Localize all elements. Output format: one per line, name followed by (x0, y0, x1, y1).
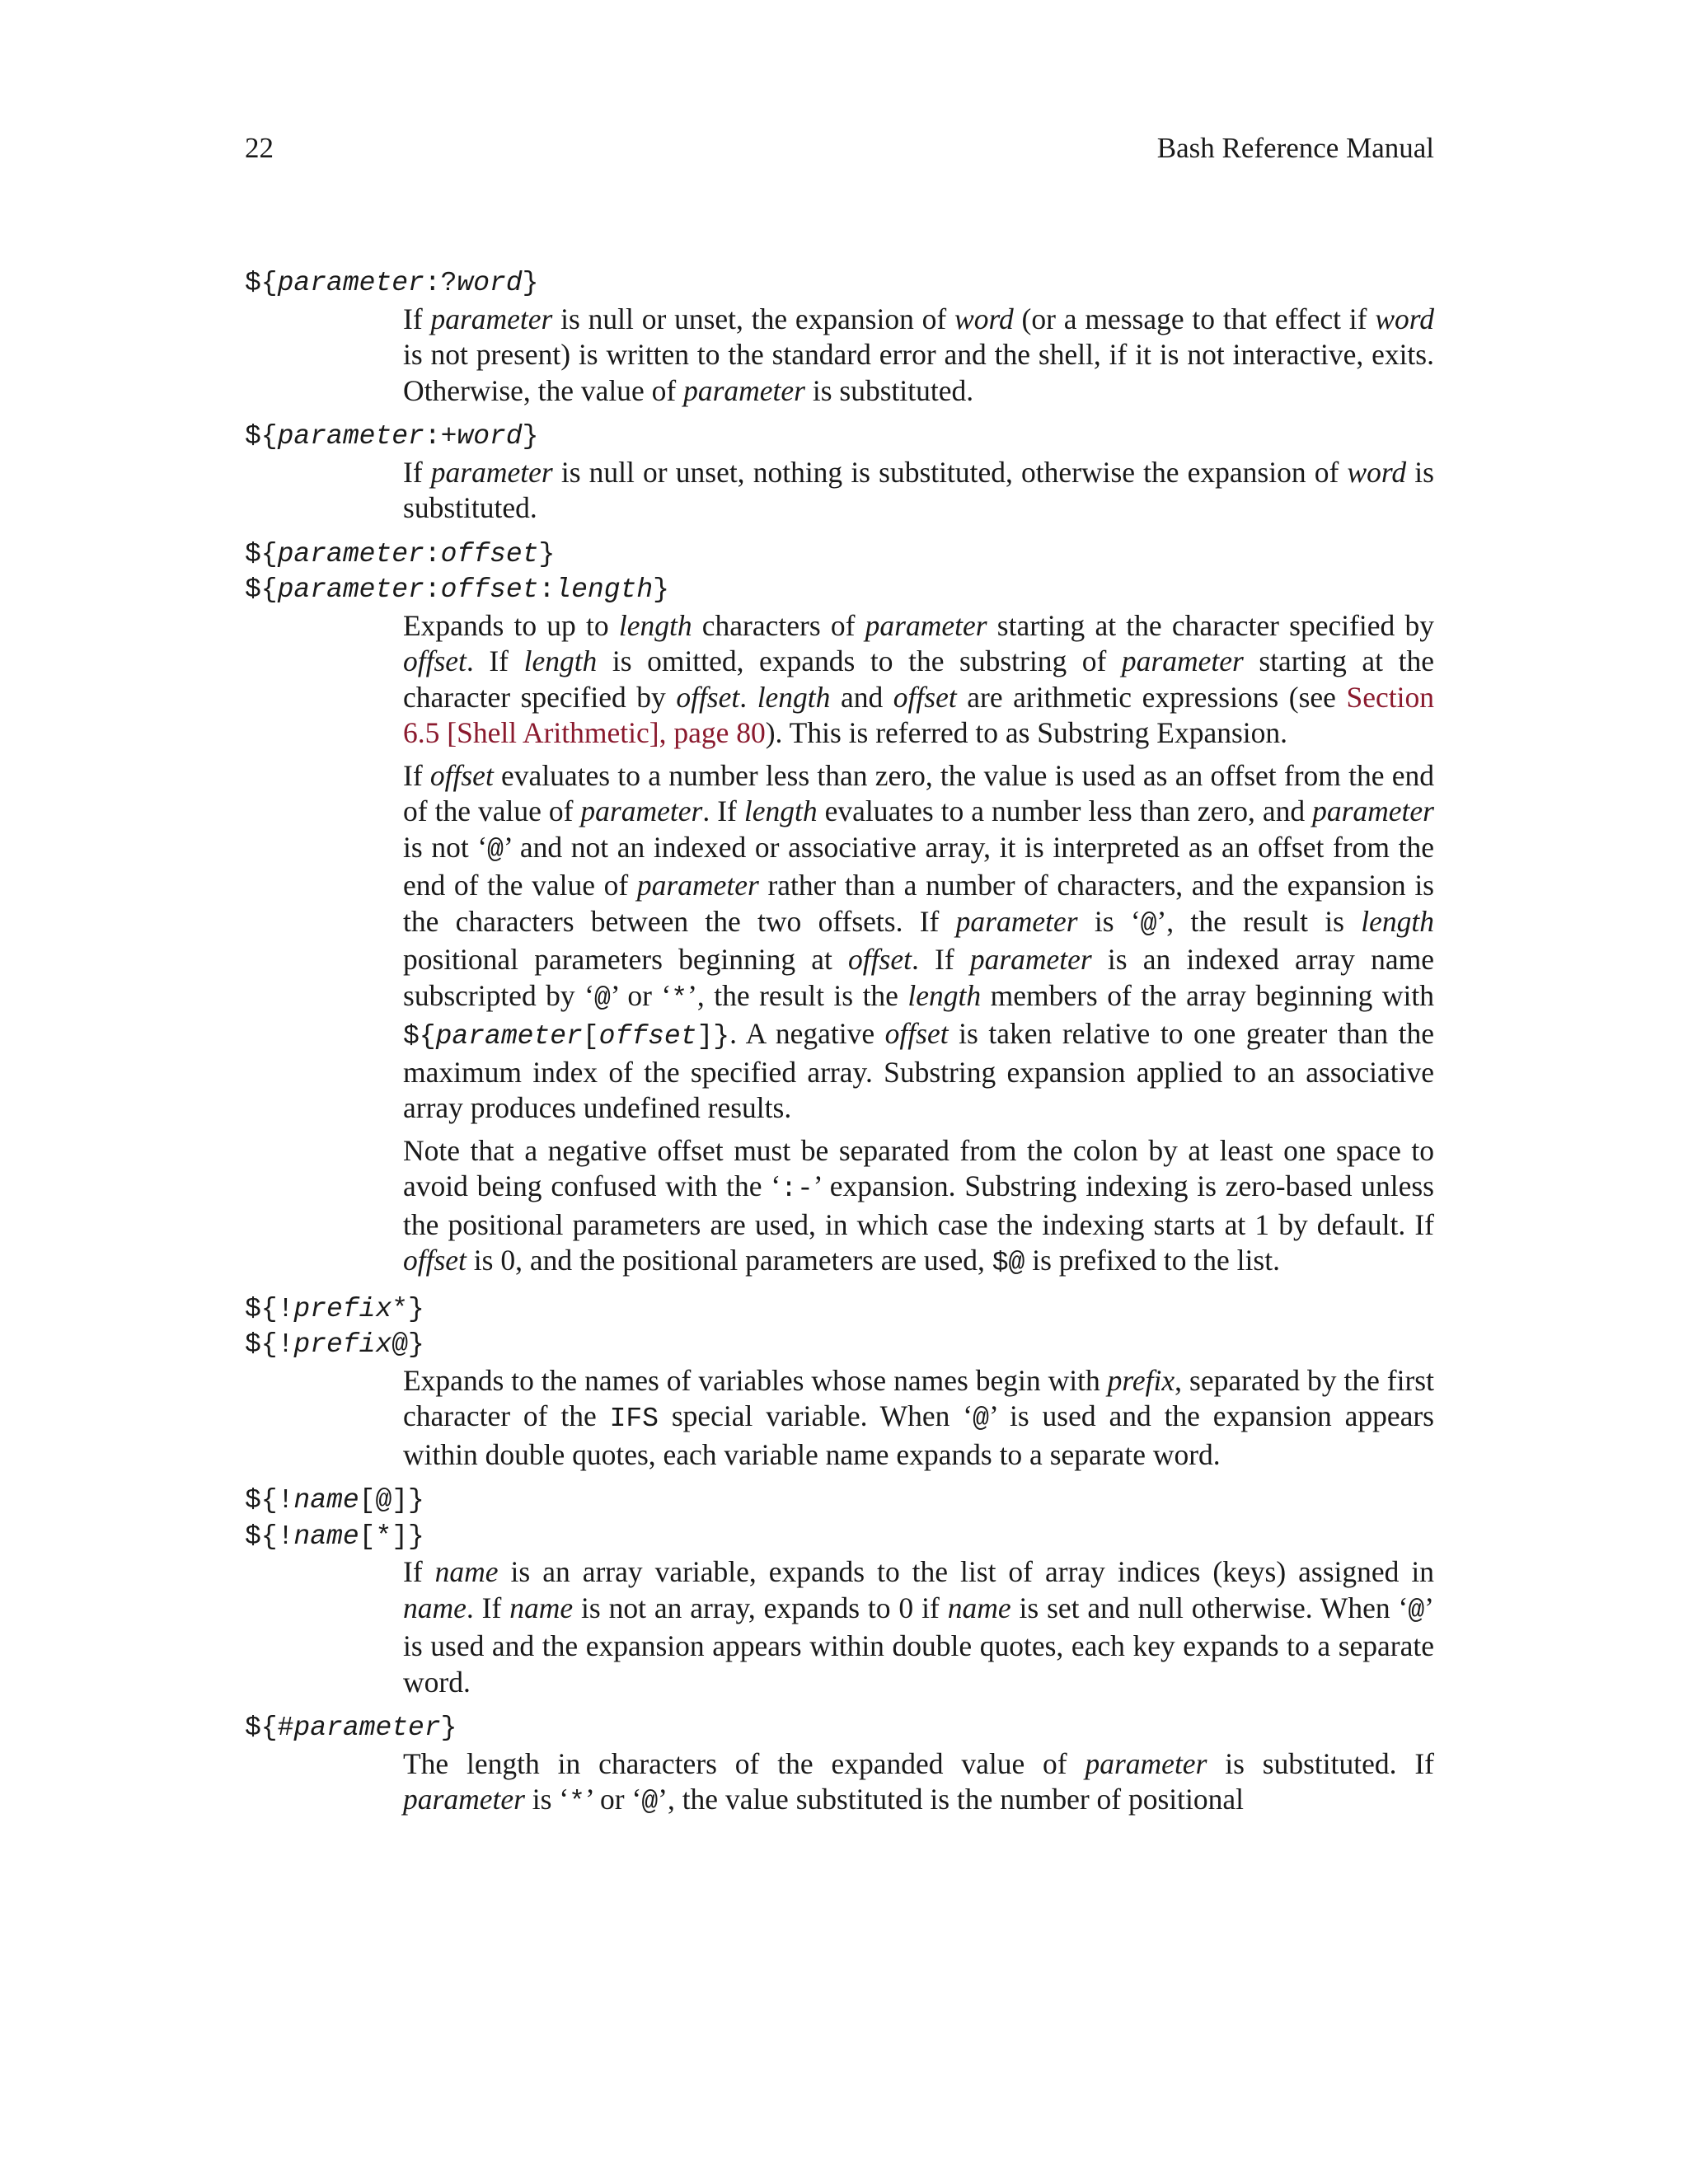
definition-description (403, 302, 1434, 410)
running-header (245, 132, 1434, 173)
definition-entry (245, 1483, 1434, 1700)
definition-entry (245, 1710, 1434, 1821)
definition-term: ${!prefix*} (245, 1293, 424, 1324)
paragraph: Expands to the names of variables whose names begin with prefix, separated by the first character of the IFS special variable. When ‘@’ is used and the expansion appears within double quotes, each variable name expands to a separate word. (403, 1363, 1434, 1471)
definition-entry (245, 1291, 1434, 1474)
paragraph: If name is an array variable, expands to the list of array indices (keys) assigned in name. If name is not an array, expands to 0 if name is set and null otherwise. When ‘@’ is used and the expansion appears within double quotes, each key expands to a separate word. (403, 1555, 1434, 1699)
definition-description (403, 1746, 1434, 1821)
paragraph: Expands to up to length characters of parameter starting at the character specified by offset. If length is omitted, expands to the substring of parameter starting at the character specified by offset. length and offset are arithmetic expressions (see Section 6.5 [Shell Arithmetic], page 80). This is referred to as Substring Expansion. (403, 608, 1434, 749)
page-number: 22 (245, 132, 274, 164)
definition-entry (245, 537, 1434, 1282)
definition-term: ${parameter:offset} (245, 538, 556, 569)
definition-term: ${!prefix@} (245, 1329, 424, 1360)
definition-description (403, 1363, 1434, 1474)
definition-description (403, 455, 1434, 527)
definition-term: ${parameter:offset:length} (245, 574, 669, 605)
definition-description (403, 1554, 1434, 1700)
page-body (245, 265, 1434, 1830)
paragraph: The length in characters of the expanded value of parameter is substituted. If parameter is ‘*’ or ‘@’, the value substituted is the number of positional (403, 1746, 1434, 1817)
definition-term: ${parameter:+word} (245, 421, 539, 452)
definition-entry (245, 265, 1434, 409)
cross-reference-link[interactable]: Section 6.5 [Shell Arithmetic], page 80 (403, 680, 1434, 749)
paragraph: Note that a negative offset must be separated from the colon by at least one space to avoid being confused with the ‘:-’ expansion. Substring indexing is zero-based unless the positional parameters are used, in which case the indexing starts at 1 by default. If offset is 0, and the positional parameters are used, $@ is prefixed to the list. (403, 1133, 1434, 1278)
definition-term: ${!name[*]} (245, 1521, 424, 1552)
definition-term: ${!name[@]} (245, 1485, 424, 1516)
definition-term: ${parameter:?word} (245, 268, 539, 298)
paragraph: If offset evaluates to a number less than zero, the value is used as an offset from the end of the value of parameter. If length evaluates to a number less than zero, and parameter is not ‘@’ and not an indexed or associative array, it is interpreted as an offset from the end of the value of parameter rather than a number of characters, and the expansion is the characters between the two offsets. If parameter is ‘@’, the result is length positional parameters beginning at offset. If parameter is an indexed array name subscripted by ‘@’ or ‘*’, the result is the length members of the array beginning with ${parameter[offset]}. A negative offset is taken relative to one greater than the maximum index of the specified array. Substring expansion applied to an associative array produces undefined results. (403, 758, 1435, 1124)
definition-entry (245, 419, 1434, 527)
definition-term: ${#parameter} (245, 1713, 457, 1743)
definition-description (403, 608, 1434, 1282)
paragraph: If parameter is null or unset, the expansion of word (or a message to that effect if word is not present) is written to the standard error and the shell, if it is not interactive, exits. Otherwise, the value of parameter is substituted. (403, 302, 1434, 407)
paragraph: If parameter is null or unset, nothing is substituted, otherwise the expansion of word is substituted. (403, 455, 1434, 524)
manual-title: Bash Reference Manual (1156, 132, 1434, 164)
